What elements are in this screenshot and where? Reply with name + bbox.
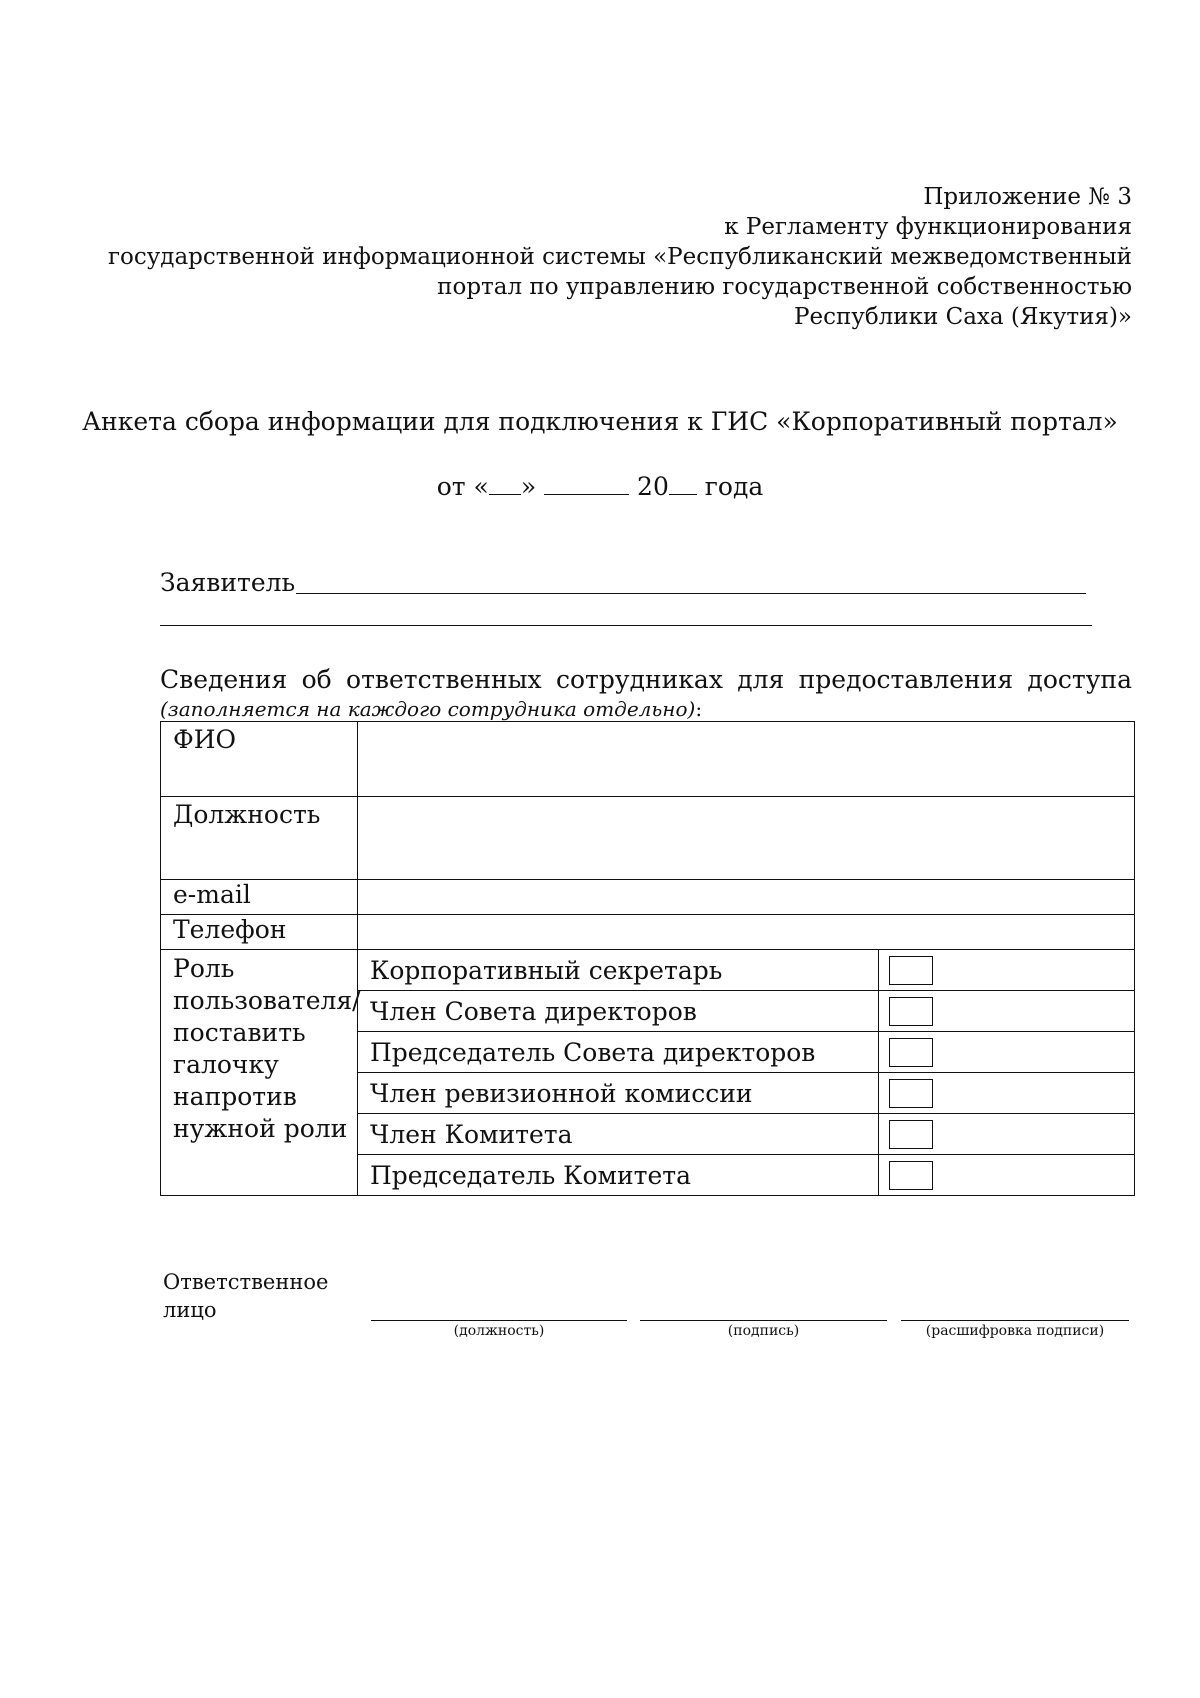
email-label: e-mail <box>161 880 358 915</box>
role-check-cell <box>878 950 1135 991</box>
role-checkbox[interactable] <box>889 1120 933 1149</box>
date-prefix: от « <box>436 472 489 501</box>
appendix-header <box>108 182 1132 332</box>
role-row <box>358 1155 1135 1196</box>
applicant-field-line-2[interactable] <box>160 625 1092 626</box>
role-label <box>161 950 361 1196</box>
applicant-label: Заявитель <box>160 568 296 597</box>
role-checkbox[interactable] <box>889 997 933 1026</box>
date-mid: » <box>520 472 545 501</box>
role-check-cell <box>878 1073 1135 1114</box>
role-check-cell <box>878 1114 1135 1155</box>
intro-text: Сведения об ответственных сотрудниках для предоставления доступа <box>160 665 1132 694</box>
role-label-line: пользователя/ <box>173 986 361 1015</box>
role-name: Корпоративный секретарь <box>358 950 878 991</box>
position-caption: (должность) <box>453 1323 545 1339</box>
hint-line <box>160 697 702 721</box>
form-title: Анкета сбора информации для подключения к ГИС «Корпоративный портал» <box>82 407 1118 436</box>
role-row <box>358 950 1135 991</box>
responsible-label-line: Ответственное <box>163 1270 329 1294</box>
signature-caption: (подпись) <box>727 1323 800 1339</box>
role-label-line: нужной роли <box>173 1114 348 1143</box>
position-field[interactable] <box>358 797 1135 880</box>
role-checkbox[interactable] <box>889 956 933 985</box>
role-label-line: галочку <box>173 1050 279 1079</box>
responsible-label-line: лицо <box>163 1298 217 1322</box>
month-field[interactable] <box>544 472 629 495</box>
applicant-field-line-1[interactable] <box>296 593 1086 594</box>
fio-field[interactable] <box>358 722 1135 797</box>
date-line <box>0 472 1200 501</box>
role-row <box>358 1032 1135 1073</box>
hint-colon: : <box>695 697 703 721</box>
role-label-line: Роль <box>173 954 235 983</box>
role-name: Член Совета директоров <box>358 991 878 1032</box>
role-row <box>358 991 1135 1032</box>
position-label: Должность <box>161 797 358 880</box>
roles-table <box>358 950 1135 1195</box>
role-label-line: поставить <box>173 1018 306 1047</box>
role-check-cell <box>878 1155 1135 1196</box>
role-row <box>358 1073 1135 1114</box>
employee-table <box>160 721 1135 1196</box>
role-check-cell <box>878 991 1135 1032</box>
role-name: Член ревизионной комиссии <box>358 1073 878 1114</box>
role-checkbox[interactable] <box>889 1079 933 1108</box>
signature-decoding-line[interactable] <box>901 1320 1129 1321</box>
role-label-line: напротив <box>173 1082 297 1111</box>
role-name: Председатель Комитета <box>358 1155 878 1196</box>
role-checkbox[interactable] <box>889 1038 933 1067</box>
phone-label: Телефон <box>161 915 358 950</box>
role-name: Член Комитета <box>358 1114 878 1155</box>
appendix-line: портал по управлению государственной собственностью <box>437 274 1132 300</box>
day-field[interactable] <box>489 472 521 495</box>
appendix-line: Республики Саха (Якутия)» <box>793 304 1132 330</box>
fio-label: ФИО <box>161 722 358 797</box>
phone-field[interactable] <box>358 915 1135 950</box>
responsible-person-label <box>163 1268 328 1324</box>
signature-decoding-caption: (расшифровка подписи) <box>925 1323 1105 1339</box>
appendix-line: Приложение № 3 <box>923 184 1132 210</box>
signature-line[interactable] <box>640 1320 887 1321</box>
roles-cell <box>358 950 1135 1196</box>
year-field[interactable] <box>669 472 697 495</box>
role-checkbox[interactable] <box>889 1161 933 1190</box>
date-suffix: года <box>696 472 764 501</box>
appendix-line: государственной информационной системы «Республиканский межведомственный <box>107 244 1132 270</box>
date-year-prefix: 20 <box>629 472 669 501</box>
position-signature-line[interactable] <box>371 1320 627 1321</box>
appendix-line: к Регламенту функционирования <box>724 214 1132 240</box>
email-field[interactable] <box>358 880 1135 915</box>
role-name: Председатель Совета директоров <box>358 1032 878 1073</box>
role-row <box>358 1114 1135 1155</box>
hint-text: (заполняется на каждого сотрудника отдельно) <box>160 697 696 721</box>
role-check-cell <box>878 1032 1135 1073</box>
